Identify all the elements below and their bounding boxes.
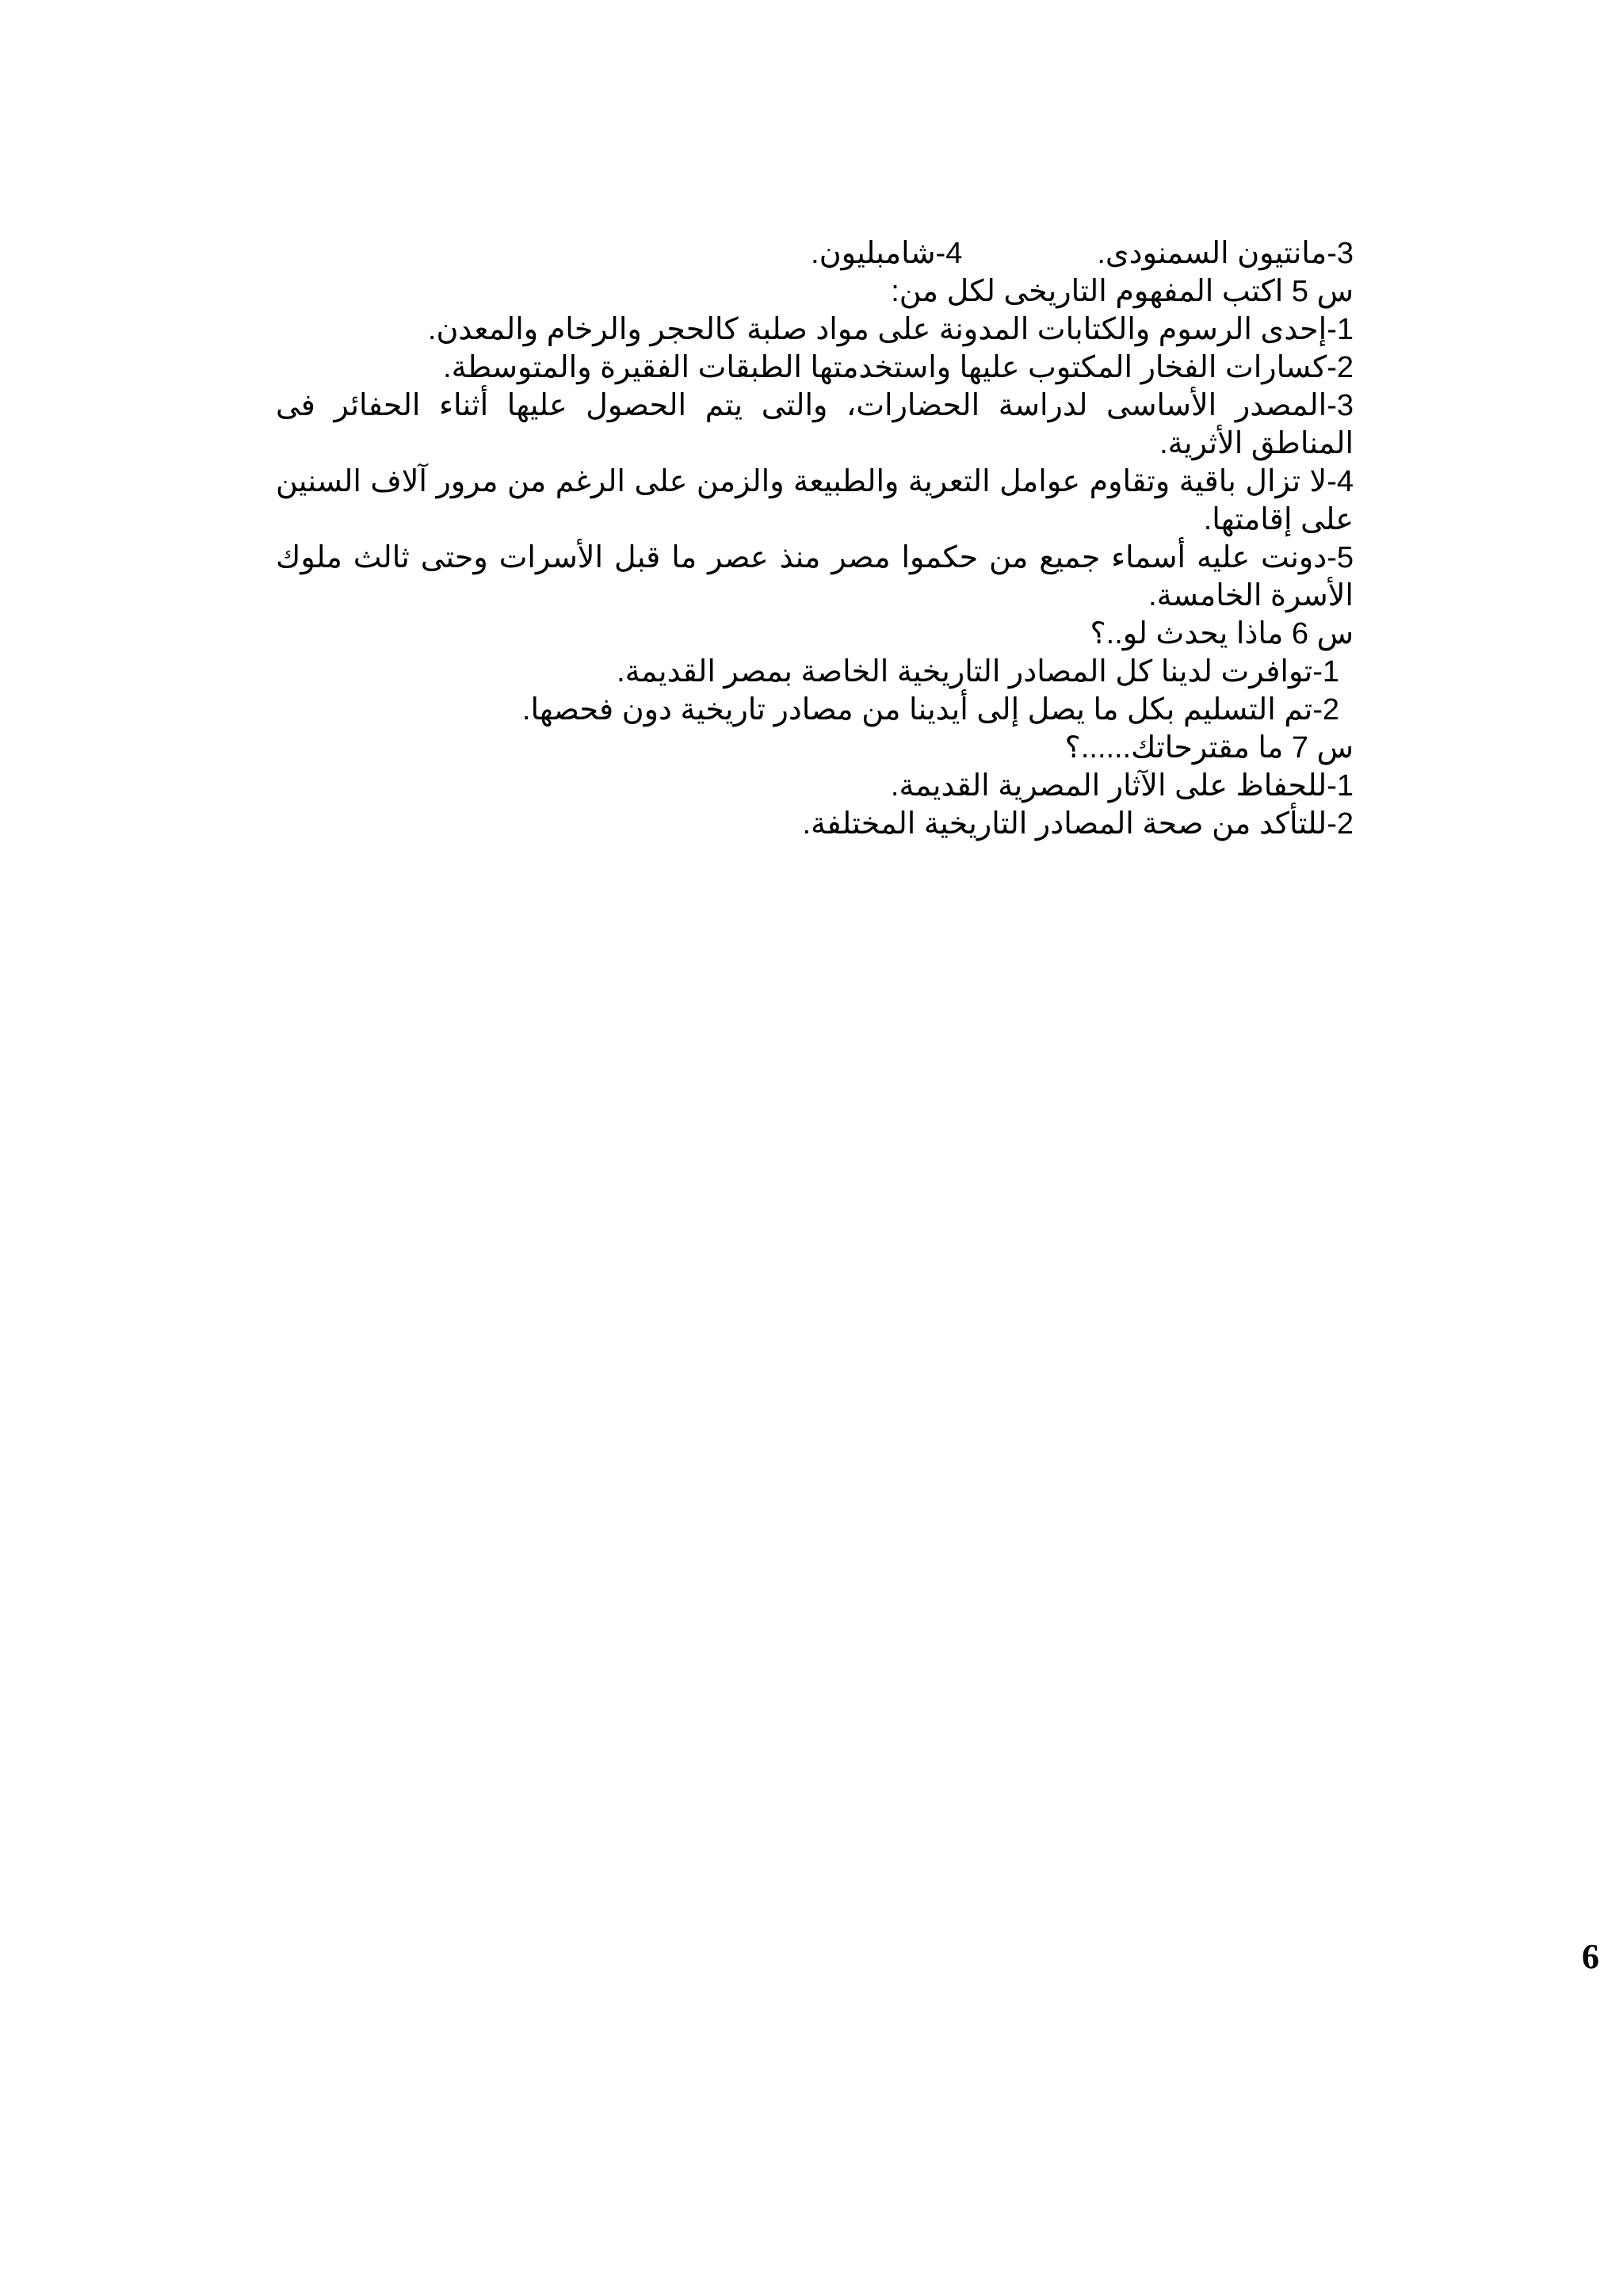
- question-5-heading: س 5 اكتب المفهوم التاريخى لكل من:: [891, 275, 1354, 308]
- question-7-heading: س 7 ما مقترحاتك......؟: [1064, 731, 1354, 765]
- question-5-item-5: 5-دونت عليه أسماء جميع من حكموا مصر منذ عصر ما قبل الأسرات وحتى ثالث ملوك الأسرة الخامسة.: [276, 541, 1354, 612]
- question-5-item-4: 4-لا تزال باقية وتقاوم عوامل التعرية والطبيعة والزمن على الرغم من مرور آلاف السنين على إقامتها.: [276, 465, 1354, 536]
- document-body: [276, 235, 1354, 843]
- question-5-item-1: 1-إحدى الرسوم والكتابات المدونة على مواد صلبة كالحجر والرخام والمعدن.: [427, 313, 1354, 346]
- question-7-item-1: 1-للحفاظ على الآثار المصرية القديمة.: [890, 769, 1354, 803]
- answer-4-text: 4-شامبليون.: [811, 237, 963, 270]
- question-6-item-1: 1-توافرت لدينا كل المصادر التاريخية الخاصة بمصر القديمة.: [617, 655, 1339, 688]
- answer-3-text: 3-مانتيون السمنودى.: [1097, 237, 1354, 270]
- question-6-item-2: 2-تم التسليم بكل ما يصل إلى أيدينا من مصادر تاريخية دون فحصها.: [521, 693, 1339, 727]
- question-5-item-3: 3-المصدر الأساسى لدراسة الحضارات، والتى يتم الحصول عليها أثناء الحفائر فى المناطق الأثرية.: [276, 389, 1354, 460]
- question-7-item-2: 2-للتأكد من صحة المصادر التاريخية المختلفة.: [802, 807, 1354, 841]
- question-6-heading: س 6 ماذا يحدث لو..؟: [1090, 617, 1354, 650]
- question-5-item-2: 2-كسارات الفخار المكتوب عليها واستخدمتها الطبقات الفقيرة والمتوسطة.: [443, 351, 1354, 384]
- answer-line-3-4: [276, 235, 1354, 273]
- page-number: 6: [1582, 1937, 1599, 1976]
